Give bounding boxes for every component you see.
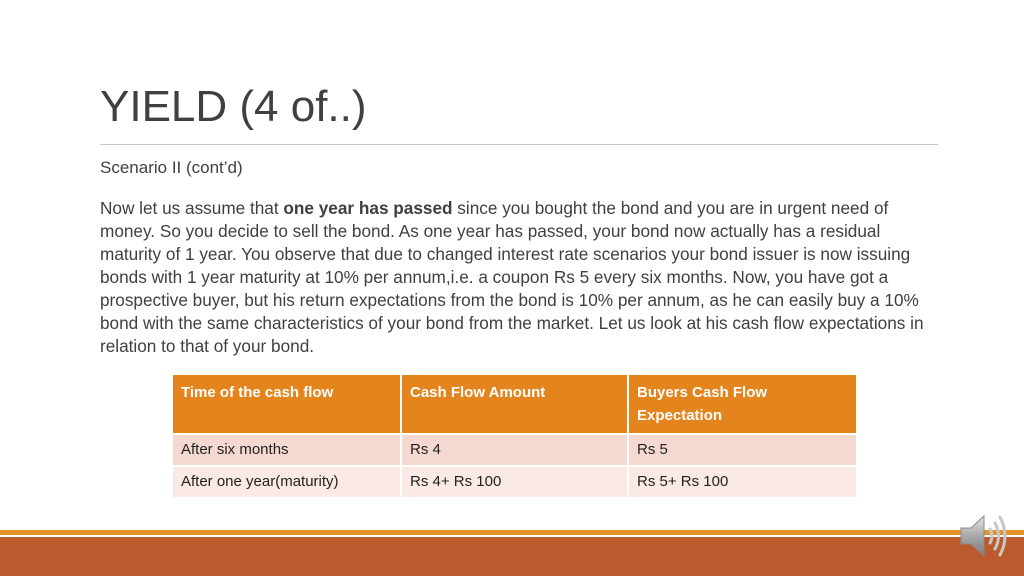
footer-bar [0,537,1024,576]
slide-subtitle: Scenario II (cont’d) [100,158,243,177]
header-amount: Cash Flow Amount [401,375,628,434]
paragraph-text-end: since you bought the bond and you are in urgent need of money. So you decide to sell the bond. As one year has passed, your bond now actually has a residual maturity of 1 year. You observe that due to changed interest rate scenarios your bond issuer is now issuing bonds with 1 year maturity at 10% per annum,i.e. a coupon Rs 5 every six months. Now, you have got a prospective buyer, but his return expectations from the bond is 10% per annum, as he can easily buy a 10% bond with the same characteristics of your bond from the market. Let us look at his cash flow expectations in relation to that of your bond. [100,198,924,356]
table-cell: Rs 5 [628,434,856,466]
speaker-icon[interactable] [957,510,1015,562]
paragraph-emphasis: one year has passed [283,198,453,218]
table-cell: After one year(maturity) [173,466,401,497]
table-row [173,434,856,466]
body-paragraph [100,197,942,358]
table-cell: Rs 4 [401,434,628,466]
header-expectation: Buyers Cash Flow Expectation [628,375,856,434]
table-cell: Rs 4+ Rs 100 [401,466,628,497]
slide-title: YIELD (4 of..) [100,82,367,131]
paragraph-text-start: Now let us assume that [100,198,284,218]
table-row [173,466,856,497]
table-cell: After six months [173,434,401,466]
header-time: Time of the cash flow [173,375,401,434]
cash-flow-table [173,375,856,497]
footer-accent-bar [0,530,1024,535]
title-divider [100,144,938,145]
table-header-row [173,375,856,434]
table-cell: Rs 5+ Rs 100 [628,466,856,497]
